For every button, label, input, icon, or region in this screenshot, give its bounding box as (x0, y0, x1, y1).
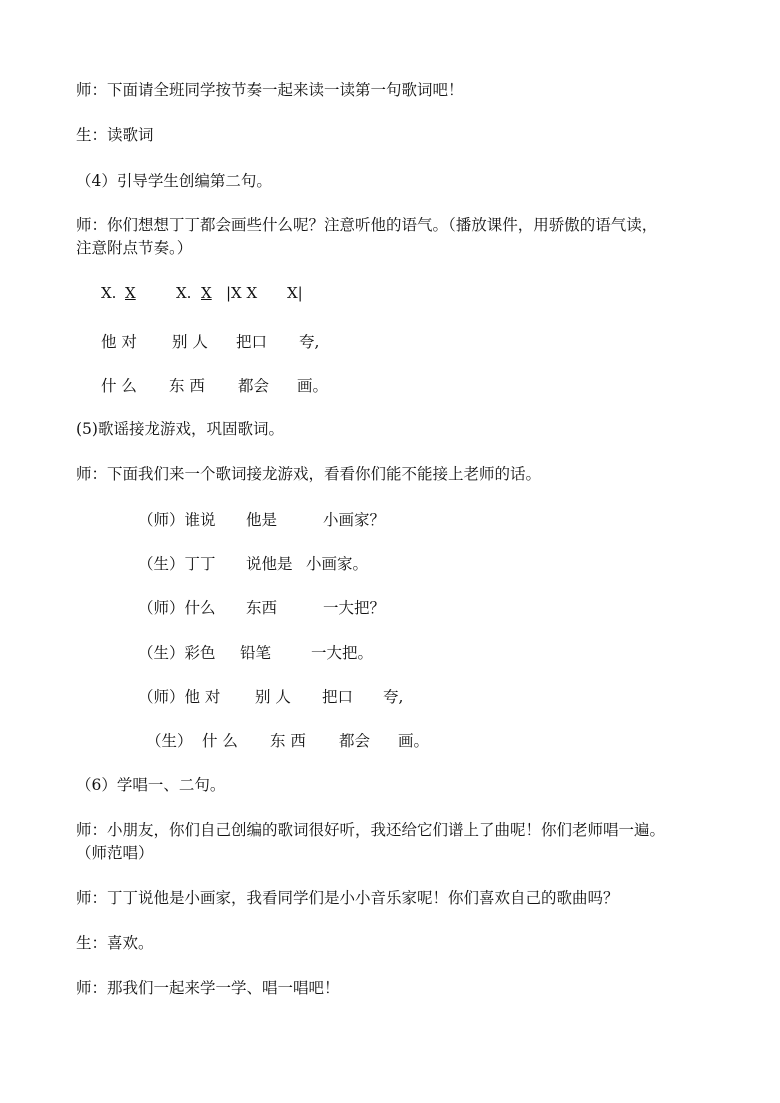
game-phrase: 铅笔 (240, 644, 272, 662)
paragraph-teacher-read-line: 师：下面请全班同学按节奏一起来读一读第一句歌词吧！ (76, 81, 464, 99)
game-phrase: 东 西 (270, 732, 306, 750)
rhythm-note: X (201, 284, 212, 302)
game-phrase: 小画家。 (306, 555, 369, 573)
rhythm-note: X| (287, 284, 303, 302)
paragraph-teacher-praise: 师：丁丁说他是小画家，我看同学们是小小音乐家呢！你们喜欢自己的歌曲吗？ (76, 889, 619, 907)
game-line-2 (0, 552, 780, 574)
lyrics-line-2 (0, 374, 780, 396)
rhythm-note: |X X (226, 284, 258, 302)
lyric-word: 什 么 (101, 377, 137, 395)
lyric-word: 别 人 (172, 333, 208, 351)
game-phrase: 小画家？ (323, 511, 386, 529)
lyric-word: 东 西 (169, 377, 205, 395)
lyric-word: 把口 (236, 333, 268, 351)
rhythm-note: X. (176, 284, 192, 302)
game-phrase: 都会 (339, 732, 371, 750)
game-phrase: 画。 (398, 732, 430, 750)
paragraph-student-read: 生：读歌词 (76, 126, 154, 144)
paragraph-teacher-learn: 师：那我们一起来学一学、唱一唱吧！ (76, 979, 340, 997)
paragraph-teacher-question-2: 注意附点节奏。） (76, 239, 193, 257)
rhythm-note: X. (101, 284, 117, 302)
game-role-phrase: （生）彩色 (138, 644, 216, 662)
game-phrase: 夸, (383, 688, 404, 706)
game-phrase: 他是 (246, 511, 278, 529)
game-role-phrase: （师）谁说 (138, 511, 216, 529)
game-phrase: 别 人 (255, 688, 291, 706)
step-5-heading: (5)歌谣接龙游戏，巩固歌词。 (76, 420, 284, 438)
game-role-phrase: （生） (146, 732, 193, 750)
paragraph-teacher-question-1: 师：你们想想丁丁都会画些什么呢？注意听他的语气。（播放课件，用骄傲的语气读， (76, 216, 658, 234)
game-role-phrase: （师）什么 (138, 599, 216, 617)
game-phrase: 说他是 (246, 555, 293, 573)
step-6-heading: （6）学唱一、二句。 (76, 776, 226, 794)
game-phrase: 一大把。 (311, 644, 374, 662)
game-line-3 (0, 596, 780, 618)
paragraph-teacher-sing-1: 师：小朋友，你们自己创编的歌词很好听，我还给它们谱上了曲呢！你们老师唱一遍。 (76, 821, 666, 839)
step-4-heading: （4）引导学生创编第二句。 (76, 172, 272, 190)
paragraph-student-like: 生：喜欢。 (76, 934, 154, 952)
game-phrase: 把口 (322, 688, 354, 706)
lyric-word: 画。 (297, 377, 329, 395)
game-phrase: 东西 (246, 599, 278, 617)
game-phrase: 什 么 (202, 732, 238, 750)
lyric-word: 都会 (238, 377, 270, 395)
rhythm-notation (0, 284, 780, 306)
rhythm-note: X (125, 284, 136, 302)
lyric-word: 夸, (299, 333, 320, 351)
game-line-6 (0, 729, 780, 751)
game-role-phrase: （生）丁丁 (138, 555, 216, 573)
paragraph-teacher-game: 师：下面我们来一个歌词接龙游戏，看看你们能不能接上老师的话。 (76, 465, 542, 483)
lyric-word: 他 对 (101, 333, 137, 351)
game-role-phrase: （师）他 对 (138, 688, 221, 706)
game-line-4 (0, 641, 780, 663)
lyrics-line-1 (0, 330, 780, 352)
game-line-1 (0, 508, 780, 530)
paragraph-teacher-sing-2: （师范唱） (76, 844, 154, 862)
game-line-5 (0, 685, 780, 707)
game-phrase: 一大把？ (323, 599, 386, 617)
